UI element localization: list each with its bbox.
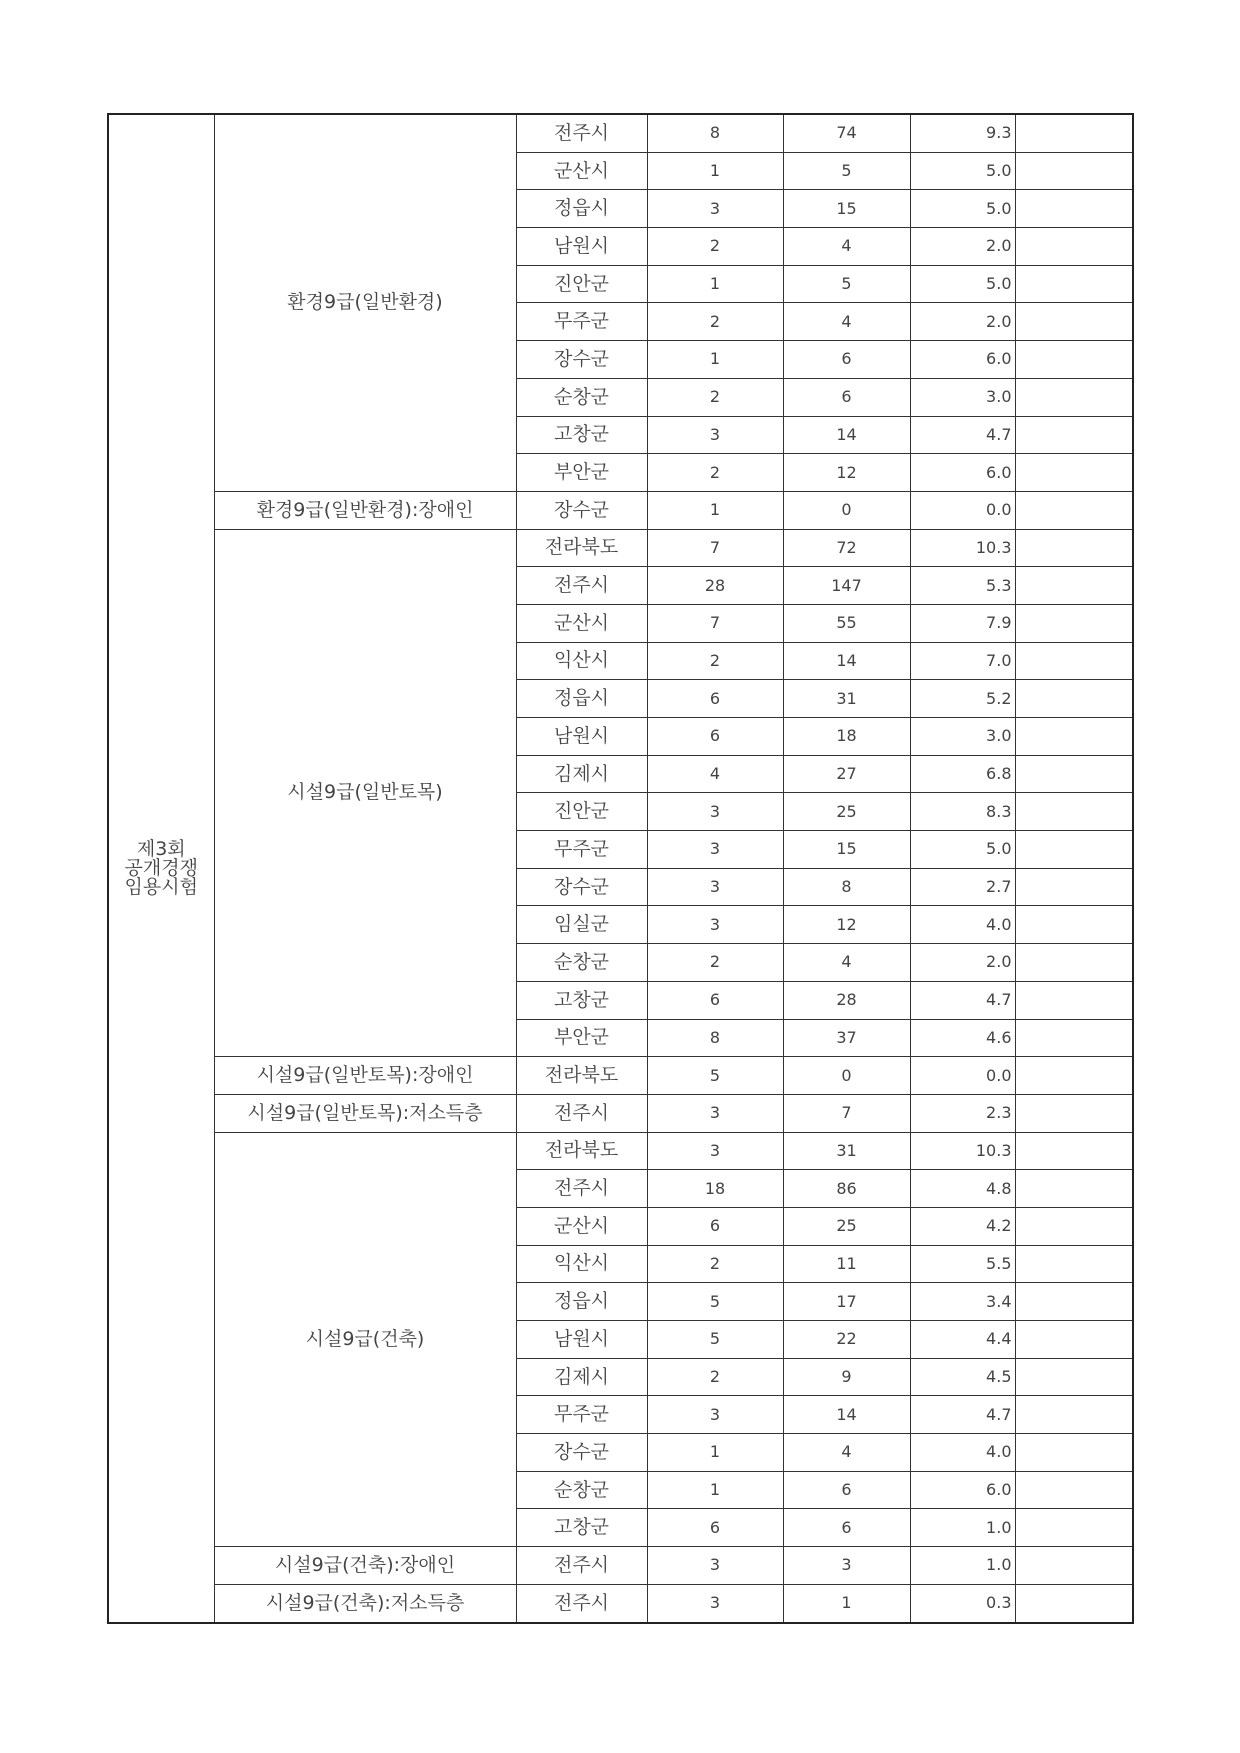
applicants-cell: 31: [783, 680, 910, 718]
note-cell: [1015, 1019, 1133, 1057]
region-cell: 순창군: [516, 1471, 647, 1509]
seats-cell: 5: [647, 1283, 783, 1321]
competition-rate-cell: 2.7: [910, 868, 1015, 906]
applicants-cell: 22: [783, 1321, 910, 1359]
region-cell: 장수군: [516, 1434, 647, 1472]
applicants-cell: 6: [783, 1471, 910, 1509]
applicants-cell: 72: [783, 529, 910, 567]
table-body: [108, 114, 1133, 1623]
region-cell: 전주시: [516, 1170, 647, 1208]
region-cell: 진안군: [516, 793, 647, 831]
applicants-cell: 27: [783, 755, 910, 793]
seats-cell: 2: [647, 303, 783, 341]
note-cell: [1015, 152, 1133, 190]
applicants-cell: 28: [783, 981, 910, 1019]
seats-cell: 1: [647, 341, 783, 379]
seats-cell: 2: [647, 378, 783, 416]
competition-rate-cell: 5.3: [910, 567, 1015, 605]
region-cell: 남원시: [516, 228, 647, 266]
category-cell: 시설9급(일반토목):저소득층: [214, 1094, 516, 1132]
seats-cell: 3: [647, 1396, 783, 1434]
note-cell: [1015, 1207, 1133, 1245]
region-cell: 고창군: [516, 981, 647, 1019]
seats-cell: 2: [647, 228, 783, 266]
applicants-cell: 31: [783, 1132, 910, 1170]
note-cell: [1015, 642, 1133, 680]
competition-rate-cell: 2.3: [910, 1094, 1015, 1132]
competition-rate-cell: 4.7: [910, 1396, 1015, 1434]
competition-rate-cell: 5.2: [910, 680, 1015, 718]
region-cell: 장수군: [516, 341, 647, 379]
applicants-cell: 7: [783, 1094, 910, 1132]
applicants-cell: 12: [783, 906, 910, 944]
competition-rate-cell: 4.6: [910, 1019, 1015, 1057]
note-cell: [1015, 718, 1133, 756]
applicants-cell: 11: [783, 1245, 910, 1283]
applicants-cell: 14: [783, 642, 910, 680]
competition-rate-cell: 4.4: [910, 1321, 1015, 1359]
seats-cell: 8: [647, 1019, 783, 1057]
competition-rate-cell: 3.0: [910, 718, 1015, 756]
competition-rate-cell: 4.0: [910, 906, 1015, 944]
seats-cell: 6: [647, 680, 783, 718]
note-cell: [1015, 1584, 1133, 1622]
seats-cell: 3: [647, 793, 783, 831]
competition-rate-cell: 5.0: [910, 152, 1015, 190]
competition-rate-cell: 3.0: [910, 378, 1015, 416]
note-cell: [1015, 944, 1133, 982]
note-cell: [1015, 567, 1133, 605]
category-cell: 시설9급(건축): [214, 1132, 516, 1547]
region-cell: 임실군: [516, 906, 647, 944]
region-cell: 익산시: [516, 1245, 647, 1283]
seats-cell: 5: [647, 1057, 783, 1095]
region-cell: 정읍시: [516, 190, 647, 228]
seats-cell: 2: [647, 642, 783, 680]
applicants-cell: 15: [783, 831, 910, 869]
region-cell: 장수군: [516, 491, 647, 529]
region-cell: 순창군: [516, 944, 647, 982]
note-cell: [1015, 416, 1133, 454]
competition-rate-cell: 10.3: [910, 529, 1015, 567]
region-cell: 남원시: [516, 718, 647, 756]
competition-rate-cell: 7.9: [910, 604, 1015, 642]
competition-rate-cell: 6.0: [910, 454, 1015, 492]
region-cell: 남원시: [516, 1321, 647, 1359]
category-cell: 시설9급(건축):저소득층: [214, 1584, 516, 1622]
competition-rate-cell: 4.7: [910, 416, 1015, 454]
competition-rate-cell: 7.0: [910, 642, 1015, 680]
applicants-cell: 4: [783, 303, 910, 341]
region-cell: 정읍시: [516, 1283, 647, 1321]
competition-rate-cell: 5.5: [910, 1245, 1015, 1283]
note-cell: [1015, 604, 1133, 642]
region-cell: 전주시: [516, 114, 647, 152]
region-cell: 장수군: [516, 868, 647, 906]
seats-cell: 2: [647, 944, 783, 982]
competition-rate-cell: 0.0: [910, 1057, 1015, 1095]
region-cell: 무주군: [516, 303, 647, 341]
seats-cell: 3: [647, 831, 783, 869]
note-cell: [1015, 454, 1133, 492]
competition-rate-cell: 2.0: [910, 303, 1015, 341]
note-cell: [1015, 1509, 1133, 1547]
table-row: [108, 1057, 1133, 1095]
region-cell: 고창군: [516, 1509, 647, 1547]
applicants-cell: 4: [783, 228, 910, 266]
applicants-cell: 15: [783, 190, 910, 228]
applicants-cell: 55: [783, 604, 910, 642]
seats-cell: 6: [647, 981, 783, 1019]
seats-cell: 8: [647, 114, 783, 152]
applicants-cell: 3: [783, 1547, 910, 1585]
seats-cell: 1: [647, 265, 783, 303]
region-cell: 전주시: [516, 1584, 647, 1622]
note-cell: [1015, 906, 1133, 944]
note-cell: [1015, 1434, 1133, 1472]
applicants-cell: 6: [783, 378, 910, 416]
applicants-cell: 37: [783, 1019, 910, 1057]
note-cell: [1015, 1132, 1133, 1170]
note-cell: [1015, 378, 1133, 416]
competition-rate-cell: 2.0: [910, 944, 1015, 982]
exam-name-line: 제3회: [136, 837, 186, 860]
applicants-cell: 4: [783, 944, 910, 982]
seats-cell: 6: [647, 1207, 783, 1245]
note-cell: [1015, 1321, 1133, 1359]
note-cell: [1015, 190, 1133, 228]
region-cell: 부안군: [516, 1019, 647, 1057]
seats-cell: 3: [647, 1584, 783, 1622]
applicants-cell: 5: [783, 265, 910, 303]
competition-rate-cell: 4.2: [910, 1207, 1015, 1245]
competition-rate-cell: 5.0: [910, 831, 1015, 869]
region-cell: 군산시: [516, 1207, 647, 1245]
applicants-cell: 86: [783, 1170, 910, 1208]
applicants-cell: 0: [783, 491, 910, 529]
competition-rate-cell: 5.0: [910, 190, 1015, 228]
note-cell: [1015, 1057, 1133, 1095]
competition-rate-cell: 4.0: [910, 1434, 1015, 1472]
seats-cell: 6: [647, 1509, 783, 1547]
competition-rate-cell: 4.5: [910, 1358, 1015, 1396]
seats-cell: 3: [647, 868, 783, 906]
competition-rate-cell: 3.4: [910, 1283, 1015, 1321]
seats-cell: 3: [647, 416, 783, 454]
note-cell: [1015, 981, 1133, 1019]
note-cell: [1015, 1283, 1133, 1321]
competition-rate-cell: 5.0: [910, 265, 1015, 303]
seats-cell: 3: [647, 1547, 783, 1585]
competition-rate-cell: 0.3: [910, 1584, 1015, 1622]
note-cell: [1015, 341, 1133, 379]
seats-cell: 7: [647, 529, 783, 567]
seats-cell: 3: [647, 1132, 783, 1170]
region-cell: 전라북도: [516, 529, 647, 567]
applicants-cell: 4: [783, 1434, 910, 1472]
note-cell: [1015, 114, 1133, 152]
seats-cell: 1: [647, 152, 783, 190]
applicants-cell: 8: [783, 868, 910, 906]
region-cell: 부안군: [516, 454, 647, 492]
applicants-cell: 6: [783, 1509, 910, 1547]
table-row: [108, 491, 1133, 529]
note-cell: [1015, 793, 1133, 831]
note-cell: [1015, 1245, 1133, 1283]
region-cell: 전라북도: [516, 1057, 647, 1095]
seats-cell: 3: [647, 906, 783, 944]
note-cell: [1015, 1471, 1133, 1509]
note-cell: [1015, 680, 1133, 718]
applicants-cell: 1: [783, 1584, 910, 1622]
competition-rate-cell: 8.3: [910, 793, 1015, 831]
competition-rate-cell: 1.0: [910, 1509, 1015, 1547]
recruitment-table: [107, 113, 1134, 1624]
region-cell: 전주시: [516, 567, 647, 605]
applicants-cell: 12: [783, 454, 910, 492]
note-cell: [1015, 831, 1133, 869]
applicants-cell: 25: [783, 1207, 910, 1245]
region-cell: 정읍시: [516, 680, 647, 718]
seats-cell: 7: [647, 604, 783, 642]
seats-cell: 2: [647, 1245, 783, 1283]
applicants-cell: 25: [783, 793, 910, 831]
note-cell: [1015, 1547, 1133, 1585]
category-cell: 환경9급(일반환경): [214, 114, 516, 491]
region-cell: 진안군: [516, 265, 647, 303]
note-cell: [1015, 755, 1133, 793]
region-cell: 군산시: [516, 152, 647, 190]
competition-rate-cell: 9.3: [910, 114, 1015, 152]
seats-cell: 3: [647, 190, 783, 228]
seats-cell: 18: [647, 1170, 783, 1208]
table-row: [108, 1547, 1133, 1585]
table-row: [108, 1132, 1133, 1170]
competition-rate-cell: 4.7: [910, 981, 1015, 1019]
category-cell: 시설9급(건축):장애인: [214, 1547, 516, 1585]
competition-rate-cell: 2.0: [910, 228, 1015, 266]
table-row: [108, 1094, 1133, 1132]
note-cell: [1015, 529, 1133, 567]
category-cell: 시설9급(일반토목):장애인: [214, 1057, 516, 1095]
seats-cell: 1: [647, 1471, 783, 1509]
region-cell: 전주시: [516, 1547, 647, 1585]
note-cell: [1015, 265, 1133, 303]
applicants-cell: 74: [783, 114, 910, 152]
seats-cell: 28: [647, 567, 783, 605]
applicants-cell: 14: [783, 1396, 910, 1434]
seats-cell: 1: [647, 1434, 783, 1472]
seats-cell: 3: [647, 1094, 783, 1132]
table-row: [108, 114, 1133, 152]
seats-cell: 2: [647, 1358, 783, 1396]
seats-cell: 5: [647, 1321, 783, 1359]
note-cell: [1015, 868, 1133, 906]
competition-rate-cell: 6.8: [910, 755, 1015, 793]
exam-name-line: 공개경쟁: [124, 856, 198, 879]
category-cell: 시설9급(일반토목): [214, 529, 516, 1057]
region-cell: 김제시: [516, 755, 647, 793]
exam-name-cell: [108, 114, 214, 1623]
competition-rate-cell: 1.0: [910, 1547, 1015, 1585]
region-cell: 익산시: [516, 642, 647, 680]
applicants-cell: 18: [783, 718, 910, 756]
seats-cell: 4: [647, 755, 783, 793]
applicants-cell: 14: [783, 416, 910, 454]
seats-cell: 2: [647, 454, 783, 492]
note-cell: [1015, 1396, 1133, 1434]
seats-cell: 1: [647, 491, 783, 529]
note-cell: [1015, 303, 1133, 341]
applicants-cell: 9: [783, 1358, 910, 1396]
competition-rate-cell: 0.0: [910, 491, 1015, 529]
applicants-cell: 0: [783, 1057, 910, 1095]
table-row: [108, 529, 1133, 567]
note-cell: [1015, 491, 1133, 529]
competition-rate-cell: 4.8: [910, 1170, 1015, 1208]
exam-name-line: 임용시험: [124, 875, 198, 898]
note-cell: [1015, 228, 1133, 266]
note-cell: [1015, 1170, 1133, 1208]
region-cell: 전라북도: [516, 1132, 647, 1170]
applicants-cell: 5: [783, 152, 910, 190]
applicants-cell: 17: [783, 1283, 910, 1321]
seats-cell: 6: [647, 718, 783, 756]
competition-rate-cell: 6.0: [910, 341, 1015, 379]
note-cell: [1015, 1094, 1133, 1132]
competition-rate-cell: 10.3: [910, 1132, 1015, 1170]
region-cell: 순창군: [516, 378, 647, 416]
region-cell: 고창군: [516, 416, 647, 454]
region-cell: 전주시: [516, 1094, 647, 1132]
region-cell: 김제시: [516, 1358, 647, 1396]
note-cell: [1015, 1358, 1133, 1396]
table-row: [108, 1584, 1133, 1622]
competition-rate-cell: 6.0: [910, 1471, 1015, 1509]
region-cell: 무주군: [516, 1396, 647, 1434]
region-cell: 무주군: [516, 831, 647, 869]
applicants-cell: 147: [783, 567, 910, 605]
category-cell: 환경9급(일반환경):장애인: [214, 491, 516, 529]
region-cell: 군산시: [516, 604, 647, 642]
applicants-cell: 6: [783, 341, 910, 379]
